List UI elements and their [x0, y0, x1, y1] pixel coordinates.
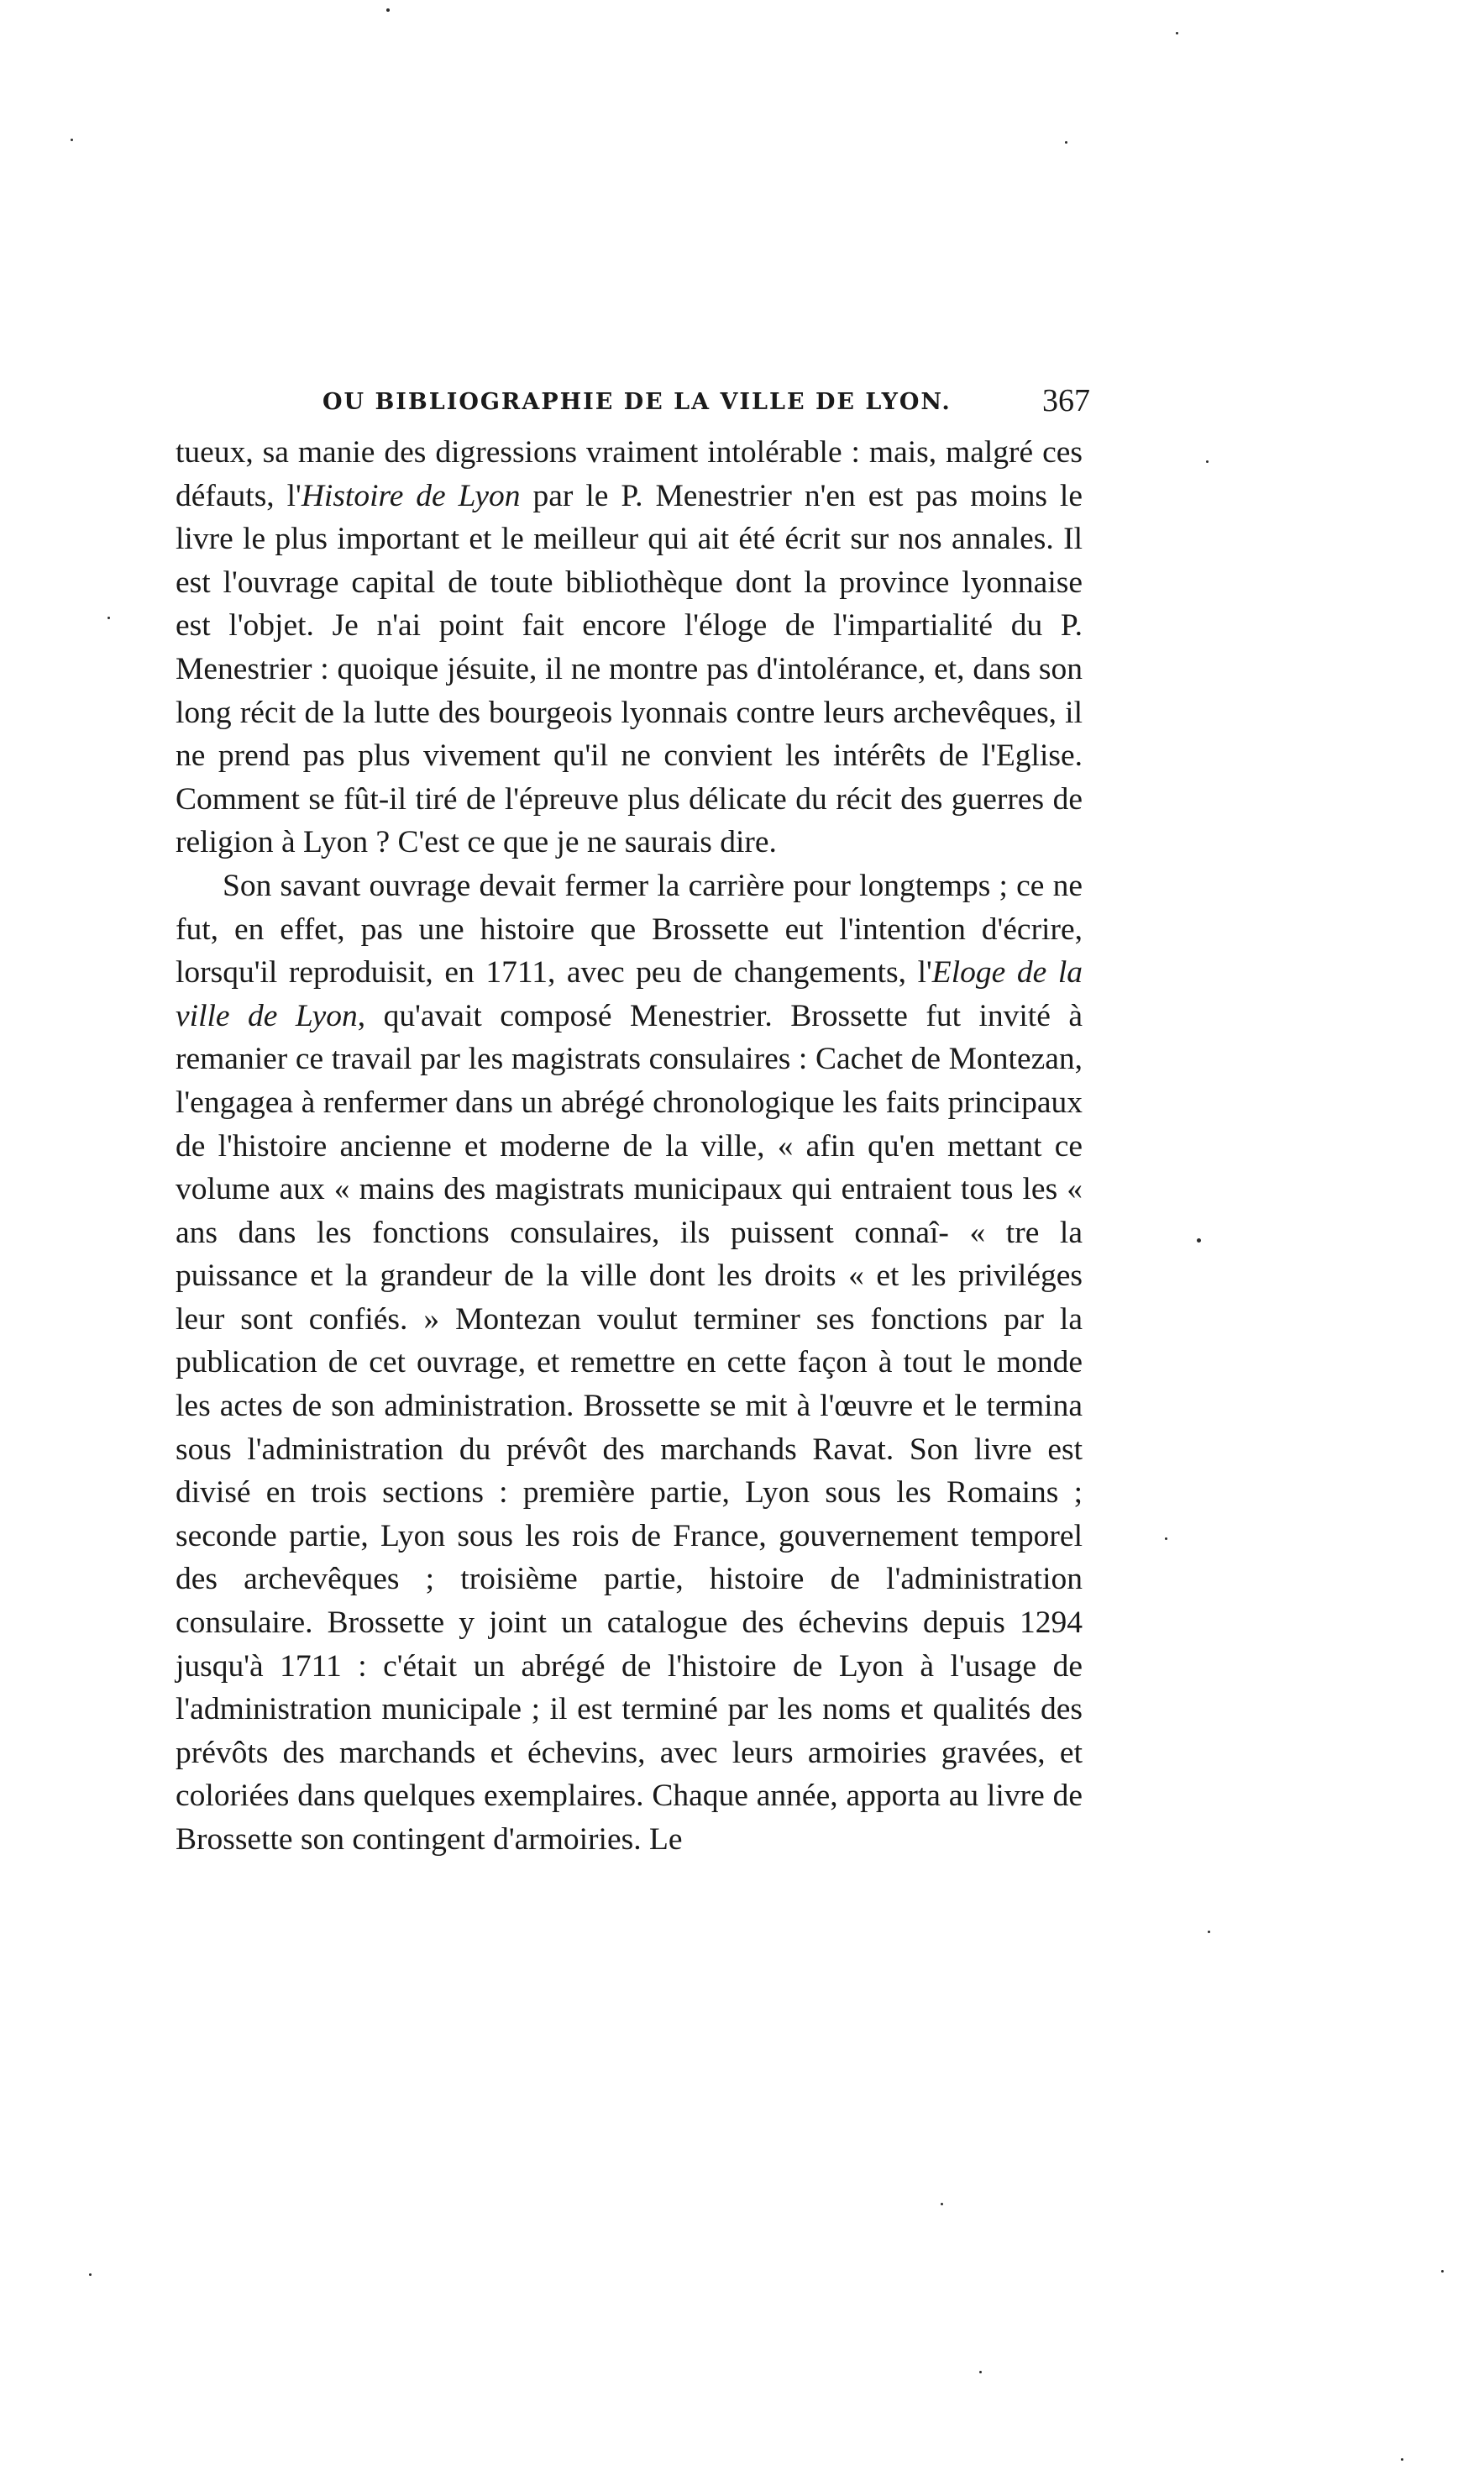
scan-speck [71, 139, 73, 141]
scan-speck [386, 8, 390, 12]
paragraph-1 [176, 431, 1083, 864]
scan-speck [1197, 1238, 1201, 1243]
scan-speck [1208, 1931, 1210, 1933]
page-number: 367 [1042, 383, 1090, 418]
scan-speck [941, 2203, 943, 2205]
paragraph-2 [176, 864, 1083, 1862]
paragraph-1-text-a: tueux, sa manie des digressions vraiment intolérable : mais, malgré ces défauts, l' [176, 435, 1083, 513]
body-text [176, 431, 1083, 1862]
paragraph-1-italic-title: Histoire de Lyon [301, 478, 521, 513]
running-head [322, 382, 1090, 424]
paragraph-2-text-b: , qu'avait composé Menestrier. Brossette fut invité à remanier ce travail par les magistrats consulaires : Cachet de Montezan, l'engagea à renfermer dans un abrégé chronologique les faits principaux de l'histoire ancienne et moderne de la ville, « afin qu'en mettant ce volume aux « mains des magistrats municipaux qui entraient tous les « ans dans les fonctions consulaires, ils puissent connaî- « tre la puissance et la grandeur de la ville dont les droits « et les priviléges leur sont confiés. » Montezan voulut terminer ses fonctions par la publication de cet ouvrage, et remettre en cette façon à tout le monde les actes de son administration. Brossette se mit à l'œuvre et le termina sous l'administration du prévôt des marchands Ravat. Son livre est divisé en trois sections : première partie, Lyon sous les Romains ; seconde partie, Lyon sous les rois de France, gouvernement temporel des archevêques ; troisième partie, histoire de l'administration consulaire. Brossette y joint un catalogue des échevins depuis 1294 jusqu'à 1711 : c'était un abrégé de l'histoire de Lyon à l'usage de l'administration municipale ; il est terminé par les noms et qualités des prévôts des marchands et échevins, avec leurs armoiries gravées, et coloriées dans quelques exemplaires. Chaque année, apporta au livre de Brossette son contingent d'armoiries. Le [176, 998, 1083, 1857]
scan-speck [1165, 1537, 1167, 1540]
scan-speck [89, 2273, 92, 2276]
scan-speck [1401, 2458, 1403, 2461]
paragraph-2-text-a: Son savant ouvrage devait fermer la carrière pour longtemps ; ce ne fut, en effet, pas une histoire que Brossette eut l'intention d'écrire, lorsqu'il reproduisit, en 1711, avec peu de changements, l' [176, 868, 1083, 991]
scan-speck [1441, 2270, 1444, 2273]
running-title: OU BIBLIOGRAPHIE DE LA VILLE DE LYON. [322, 389, 952, 415]
scan-speck [1176, 32, 1178, 34]
paragraph-1-text-b: par le P. Menestrier n'en est pas moins le livre le plus important et le meilleur qui ait été écrit sur nos annales. Il est l'ouvrage capital de toute bibliothèque dont la province lyonnaise est l'objet. Je n'ai point fait encore l'éloge de l'impartialité du P. Menestrier : quoique jésuite, il ne montre pas d'intolérance, et, dans son long récit de la lutte des bourgeois lyonnais contre leurs archevêques, il ne prend pas plus vivement qu'il ne convient les intérêts de l'Eglise. Comment se fût-il tiré de l'épreuve plus délicate du récit des guerres de religion à Lyon ? C'est ce que je ne saurais dire. [176, 478, 1083, 860]
scan-speck [1206, 460, 1209, 463]
scan-speck [1065, 141, 1067, 144]
scan-speck [107, 617, 110, 619]
paragraph-2-italic-title: Eloge de la ville de Lyon [176, 955, 1083, 1033]
scan-speck [979, 2371, 982, 2373]
